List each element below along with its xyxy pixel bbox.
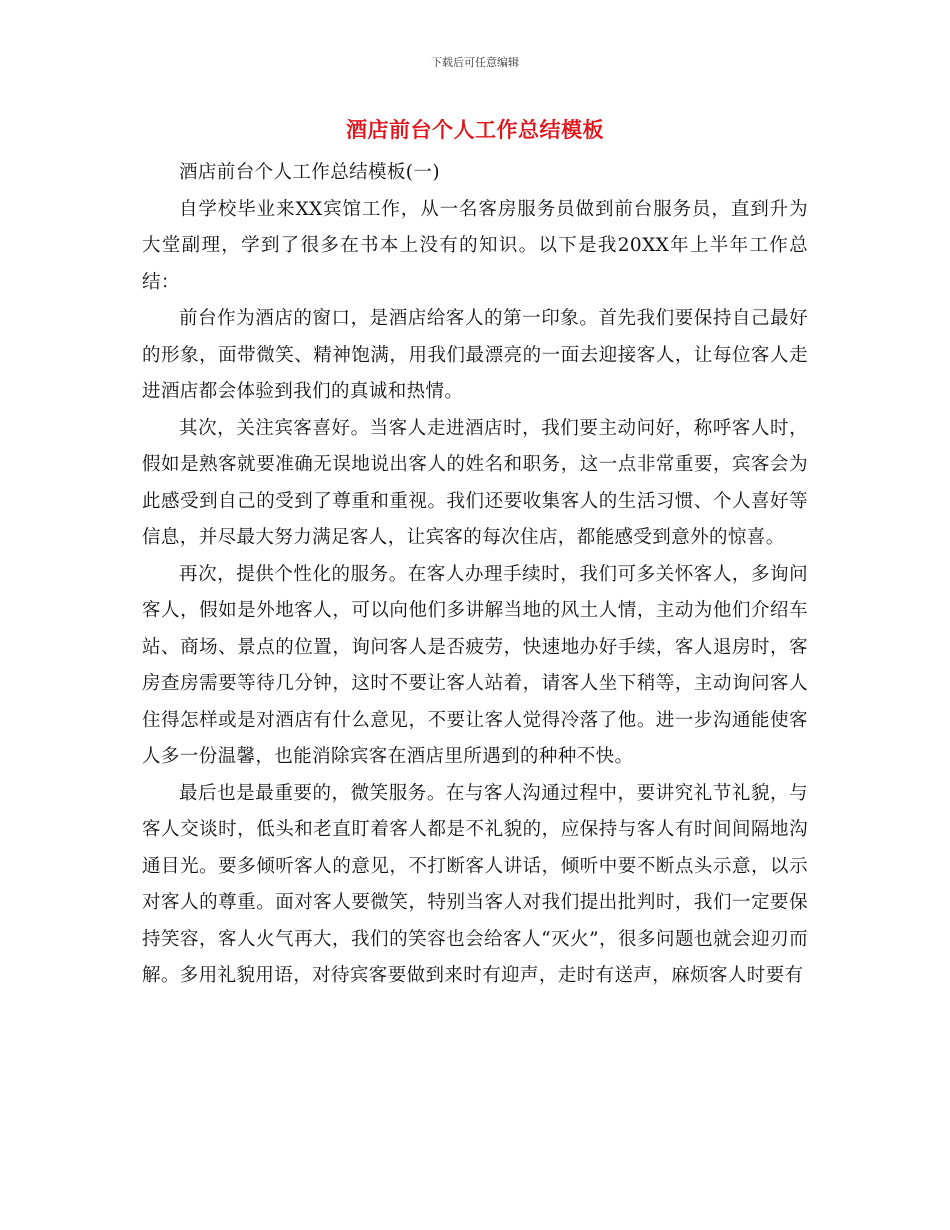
paragraph: 再次，提供个性化的服务。在客人办理手续时，我们可多关怀客人，多询问客人，假如是外地客人，可以向他们多讲解当地的风土人情，主动为他们介绍车站、商场、景点的位置，询问客人是否疲劳，快速地办好手续，客人退房时，客房查房需要等待几分钟，这时不要让客人站着，请客人坐下稍等，主动询问客人住得怎样或是对酒店有什么意见，不要让客人觉得冷落了他。进一步沟通能使客人多一份温馨，也能消除宾客在酒店里所遇到的种种不快。 [142,563,808,767]
section-subtitle: 酒店前台个人工作总结模板(一) [179,162,440,183]
paragraph: 前台作为酒店的窗口，是酒店给客人的第一印象。首先我们要保持自己最好的形象，面带微笑、精神饱满，用我们最漂亮的一面去迎接客人，让每位客人走进酒店都会体验到我们的真诚和热情。 [142,308,808,402]
paragraph: 自学校毕业来XX宾馆工作，从一名客房服务员做到前台服务员，直到升为大堂副理，学到了很多在书本上没有的知识。以下是我20XX年上半年工作总结： [142,198,808,293]
document-body [142,155,808,995]
paragraph: 最后也是最重要的，微笑服务。在与客人沟通过程中，要讲究礼节礼貌，与客人交谈时，低头和老直盯着客人都是不礼貌的，应保持与客人有时间间隔地沟通目光。要多倾听客人的意见，不打断客人讲话，倾听中要不断点头示意，以示对客人的尊重。面对客人要微笑，特别当客人对我们提出批判时，我们一定要保持笑容，客人火气再大，我们的笑容也会给客人“灭火”，很多问题也就会迎刃而解。多用礼貌用语，对待宾客要做到来时有迎声，走时有送声，麻烦客人时要有 [142,782,808,986]
paragraph: 其次，关注宾客喜好。当客人走进酒店时，我们要主动问好，称呼客人时，假如是熟客就要准确无误地说出客人的姓名和职务，这一点非常重要，宾客会为此感受到自己的受到了尊重和重视。我们还要收集客人的生活习惯、个人喜好等信息，并尽最大努力满足客人，让宾客的每次住店，都能感受到意外的惊喜。 [142,417,808,548]
header-note: 下载后可任意编辑 [431,56,519,69]
document-title: 酒店前台个人工作总结模板 [346,118,604,142]
